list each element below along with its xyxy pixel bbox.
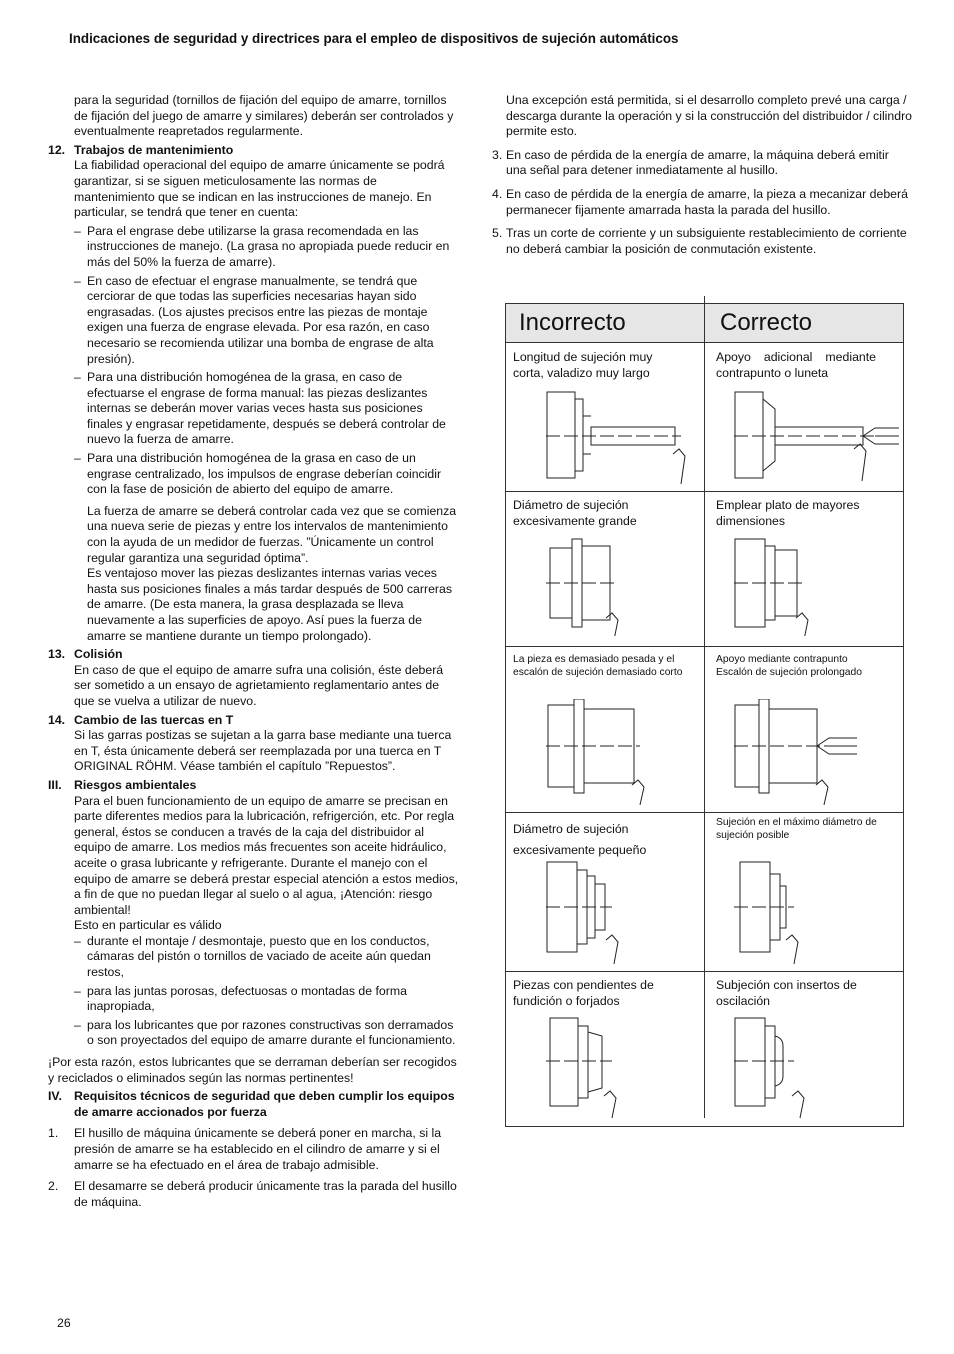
section-iii-body: Para el buen funcionamiento de un equipo de amarre se precisan en parte diferentes medios para la lubricación, refrigerción, etc. Por regla general, éstos se conducen a través de la caja del distribuidor al equipo de amarre. Los medios más frecuentes son aceite hidráulico, aceite o grasa lubricante y refrigerante. Durante el manejo con el equipo de amarre se deberá prestar especial atención a estos medios, a fin de que no puedan llegar al suelo o al agua, ¡Atención: riesgo ambiental!	[74, 793, 459, 917]
section-13-heading: 13. Colisión	[48, 647, 123, 662]
list-item: – durante el montaje / desmontaje, puesto que en los conductos, cámaras del pistón o tornillos de vaciado de aceite aún quedan restos,	[74, 933, 431, 980]
section-number: 12.	[48, 142, 66, 157]
header-correct: Correcto	[720, 309, 813, 336]
correct-label: Subjeción con insertos de oscilación	[716, 978, 857, 1008]
incorrect-label: Piezas con pendientes de fundición o forjados	[513, 978, 654, 1008]
incorrect-label: Diámetro de sujeción excesivamente grande	[513, 498, 637, 528]
closing-paragraph: ¡Por esta razón, estos lubricantes que se derraman deberían ser recogidos y reciclados o eliminados según las normas pertinentes!	[48, 1055, 457, 1085]
section-14-heading: 14. Cambio de las tuercas en T	[48, 712, 234, 727]
list-item: 1. El husillo de máquina únicamente se deberá poner en marcha, si la presión de amarre se ha establecido en el cilindro de amarre y si el amarre se ha efectuado en el área de trabajo admisible.	[48, 1126, 442, 1172]
list-item: – Para una distribución homogénea de la grasa, en caso de efectuarse el engrase de forma manual: las piezas deslizantes internas se deberán mover varias veces hasta sus posiciones finales y engrasar repetidamente, después se deberá controlar de nuevo la fuerza de amarre.	[74, 370, 446, 447]
section-13-body: En caso de que el equipo de amarre sufra una colisión, éste deberá ser sometido a un ensayo de agrietamiento reglamentario antes de que se vuelva a utilizar de nuevo.	[74, 662, 444, 708]
list-item: – Para una distribución homogénea de la grasa en caso de un engrase centralizado, los impulsos de engrase deberían coincidir con la fase de posición de abierto del equipo de amarre.	[74, 451, 442, 497]
section-iii-lead: Esto en particular es válido	[74, 918, 222, 933]
page-title: Indicaciones de seguridad y directrices para el empleo de dispositivos de sujeción automáticos	[69, 31, 679, 46]
section-12-heading	[48, 143, 460, 159]
section-iii-heading: III. Riesgos ambientales	[48, 777, 197, 792]
chuck-oscillating-insert-figure	[734, 1014, 854, 1120]
correct-label: Sujeción en el máximo diámetro de sujeción posible	[716, 817, 877, 841]
left-column	[48, 93, 460, 1210]
column-divider	[704, 296, 705, 1118]
chuck-tailstock-longer-step-figure	[734, 699, 904, 805]
exception-paragraph: Una excepción está permitida, si el desarrollo completo prevé una carga / descarga durante la operación y si la construcción del distribuidor / cilindro permite esto.	[506, 93, 913, 139]
list-item: – para las juntas porosas, defectuosas o montadas de forma inapropiada,	[74, 983, 407, 1014]
right-column	[492, 93, 912, 257]
section-title: Trabajos de mantenimiento	[74, 142, 234, 157]
chuck-small-diameter-figure	[546, 860, 666, 964]
chuck-cast-part-figure	[546, 1014, 666, 1120]
comparison-table	[505, 303, 904, 1127]
chuck-max-diameter-figure	[734, 860, 854, 964]
list-item: 5. Tras un corte de corriente y un subsiguiente restablecimiento de corriente no deberá cambiar la posición de conmutación existente.	[492, 226, 907, 256]
list-item: – Para el engrase debe utilizarse la grasa recomendada en las instrucciones de manejo. (La grasa no apropiada puede reducir en más del 50% la fuerza de amarre).	[74, 223, 450, 269]
section-iv-heading: IV. Requisitos técnicos de seguridad que deben cumplir los equipos de amarre accionados por fuerza	[48, 1089, 455, 1119]
chuck-large-diameter-figure	[546, 536, 666, 636]
row-divider	[506, 812, 903, 813]
section-12-paragraph: Es ventajoso mover las piezas deslizantes internas varias veces hasta sus posiciones finales a más tardar después de 500 carreras de amarre. (De esta manera, la grasa desplazada se lleva nuevamente a las superficies de apoyo. Así pues la fuerza de amarre se mantiene durante un tiempo prolongado).	[87, 566, 453, 643]
incorrect-label: Longitud de sujeción muy corta, valadizo muy largo	[513, 350, 653, 380]
list-item: 4. En caso de pérdida de la energía de amarre, la pieza a mecanizar deberá permanecer fijamente amarrada hasta la parada del husillo.	[492, 186, 908, 217]
section-14-body: Si las garras postizas se sujetan a la garra base mediante una tuerca en T, ésta únicamente deberá ser reemplazada por una tuerca en T ORIGINAL RÖHM. Véase también el capítulo ”Repuestos”.	[74, 728, 452, 774]
list-item: – para los lubricantes que por razones constructivas son derramados o son proyectados del equipo de amarre durante el funcionamiento.	[74, 1017, 456, 1048]
correct-label: Emplear plato de mayores dimensiones	[716, 498, 860, 528]
header-incorrect: Incorrecto	[519, 309, 626, 336]
section-12-paragraph: La fuerza de amarre se deberá controlar cada vez que se comienza una nueva serie de piezas y entre los intervalos de mantenimiento con la ayuda de un medidor de fuerzas. ”Únicamente un control regular garantiza una seguridad óptima”.	[87, 503, 457, 565]
correct-label: Apoyo adicional mediante contrapunto o luneta	[716, 350, 876, 380]
page-number: 26	[57, 1316, 71, 1330]
intro-paragraph: para la seguridad (tornillos de fijación del equipo de amarre, tornillos de fijación del juego de amarre y similares) deberán ser controlados y eventualmente reapretados regularmente.	[74, 93, 454, 139]
section-12-body: La fiabilidad operacional del equipo de amarre únicamente se podrá garantizar, si se siguen meticulosamente las normas de mantenimiento que se indican en las instrucciones de manejo. En particular, se tendrá que tener en cuenta:	[74, 158, 445, 220]
row-divider	[506, 646, 903, 647]
correct-label: Apoyo mediante contrapunto Escalón de sujeción prolongado	[716, 654, 862, 678]
incorrect-label: La pieza es demasiado pesada y el escalón de sujeción demasiado corto	[513, 654, 683, 678]
list-item: 2. El desamarre se deberá producir únicamente tras la parada del husillo de máquina.	[48, 1179, 457, 1209]
list-item: 3. En caso de pérdida de la energía de amarre, la máquina deberá emitir una señal para detener inmediatamente al husillo.	[492, 147, 889, 178]
chuck-short-clamp-figure	[546, 389, 696, 485]
chuck-tailstock-support-figure	[734, 389, 904, 485]
row-divider	[506, 491, 903, 492]
chuck-larger-chuck-figure	[734, 536, 854, 636]
row-divider	[506, 971, 903, 972]
incorrect-label: Diámetro de sujeción excesivamente pequeño	[513, 822, 647, 857]
list-item: – En caso de efectuar el engrase manualmente, se tendrá que cerciorar de que todas las superficies necesarias hayan sido engrasadas. (Los ajustes precisos entre las piezas de montaje exigen una fuerza de engrase elevada. Por esa razón, en caso necesario se recomienda utilizar una bomba de engrase de alta presión).	[74, 273, 434, 366]
chuck-heavy-part-figure	[546, 699, 676, 805]
